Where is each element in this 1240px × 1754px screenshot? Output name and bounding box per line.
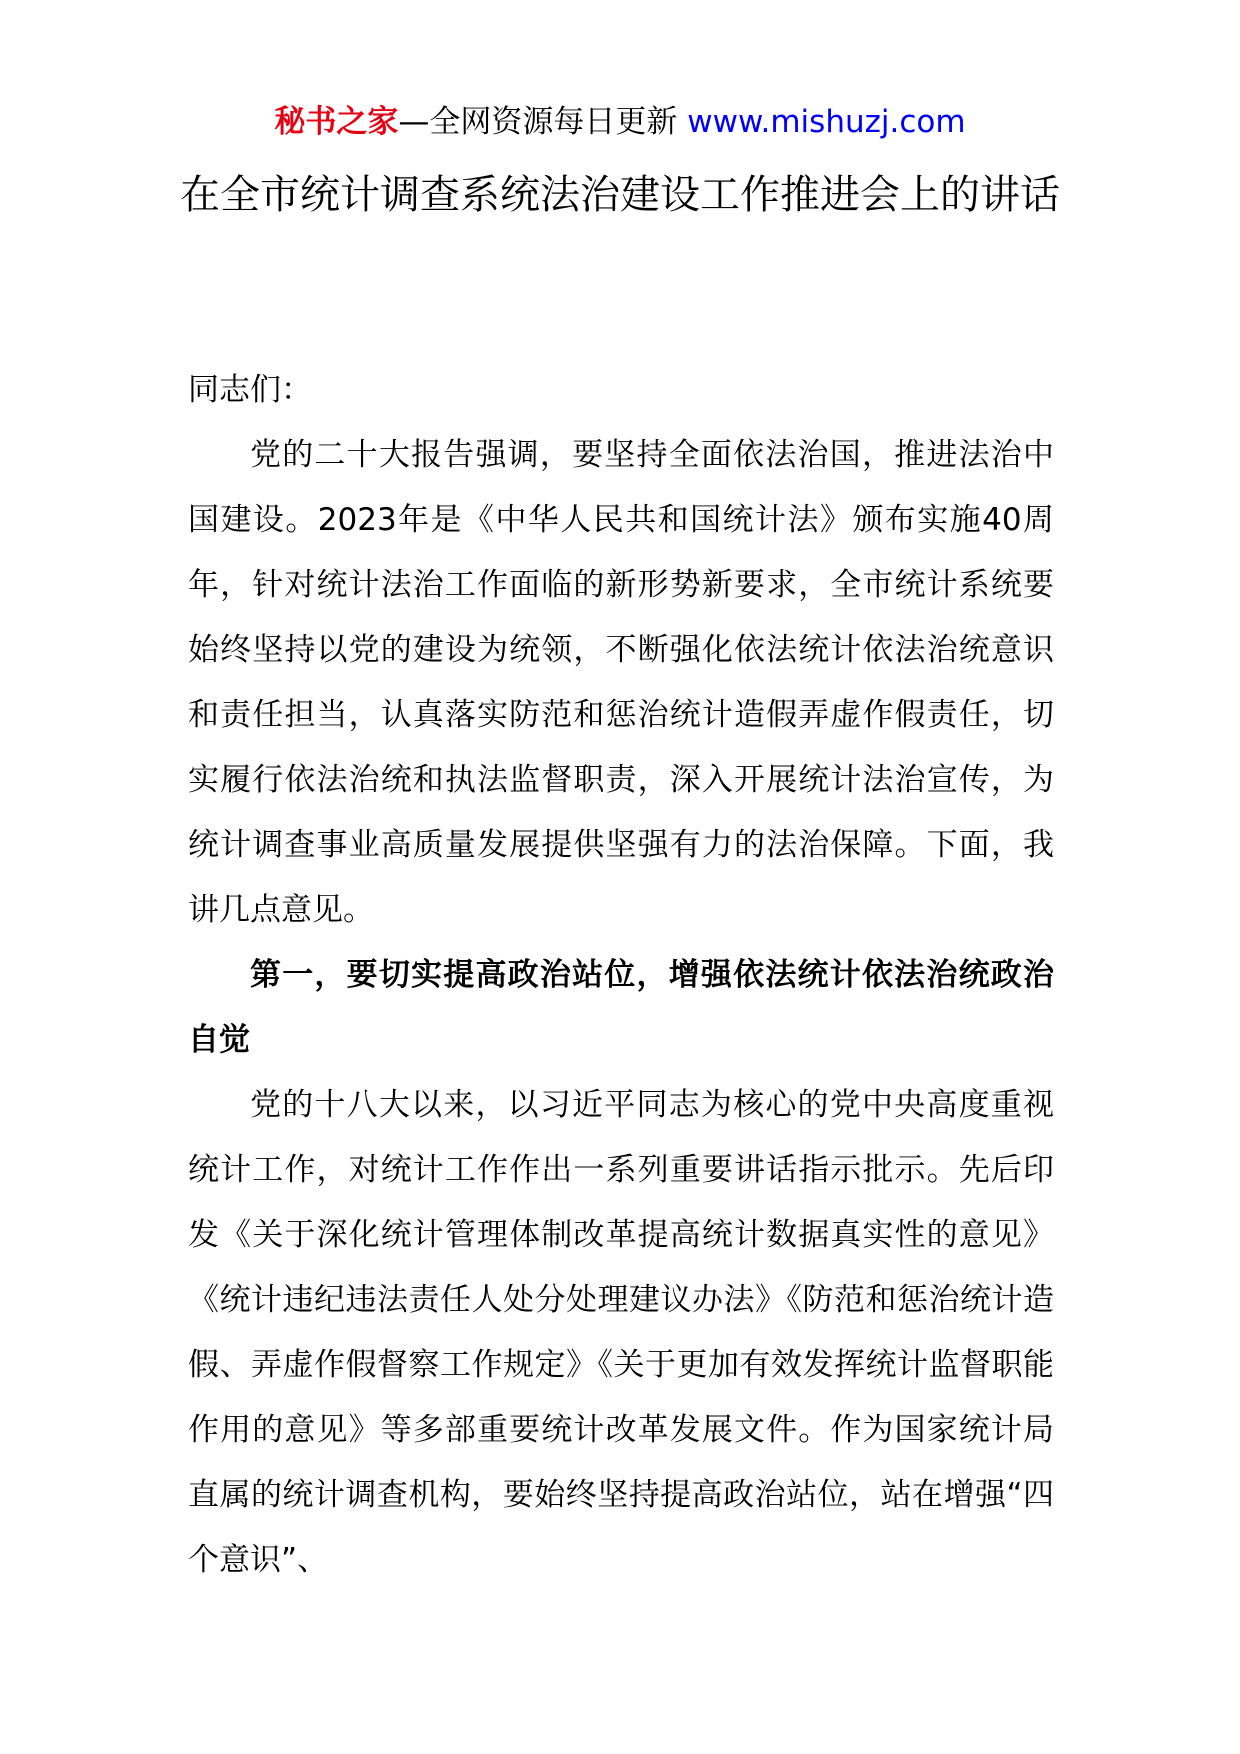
site-url-link[interactable]: www.mishuzj.com [687, 104, 966, 140]
site-header [0, 100, 1240, 144]
section-heading: 第一，要切实提高政治站位，增强依法统计依法治统政治自觉 [188, 957, 1054, 1058]
body-paragraph: 党的二十大报告强调，要坚持全面依法治国，推进法治中国建设。2023年是《中华人民共和国统计法》颁布实施40周年，针对统计法治工作面临的新形势新要求，全市统计系统要始终坚持以党的建设为统领，不断强化依法统计依法治统意识和责任担当，认真落实防范和惩治统计造假弄虚作假责任，切实履行依法治统和执法监督职责，深入开展统计法治宣传，为统计调查事业高质量发展提供坚强有力的法治保障。下面，我讲几点意见。 [188, 437, 1054, 928]
site-slogan: —全网资源每日更新 [398, 104, 688, 140]
document-body [188, 358, 1054, 1593]
brand-name: 秘书之家 [274, 104, 399, 140]
body-paragraph: 党的十八大以来，以习近平同志为核心的党中央高度重视统计工作，对统计工作作出一系列重要讲话指示批示。先后印发《关于深化统计管理体制改革提高统计数据真实性的意见》《统计违纪违法责任人处分处理建议办法》《防范和惩治统计造假、弄虚作假督察工作规定》《关于更加有效发挥统计监督职能作用的意见》等多部重要统计改革发展文件。作为国家统计局直属的统计调查机构，要始终坚持提高政治站位，站在增强“四个意识”、 [188, 1087, 1054, 1578]
document-title: 在全市统计调查系统法治建设工作推进会上的讲话 [180, 172, 1060, 218]
greeting: 同志们： [188, 372, 312, 408]
